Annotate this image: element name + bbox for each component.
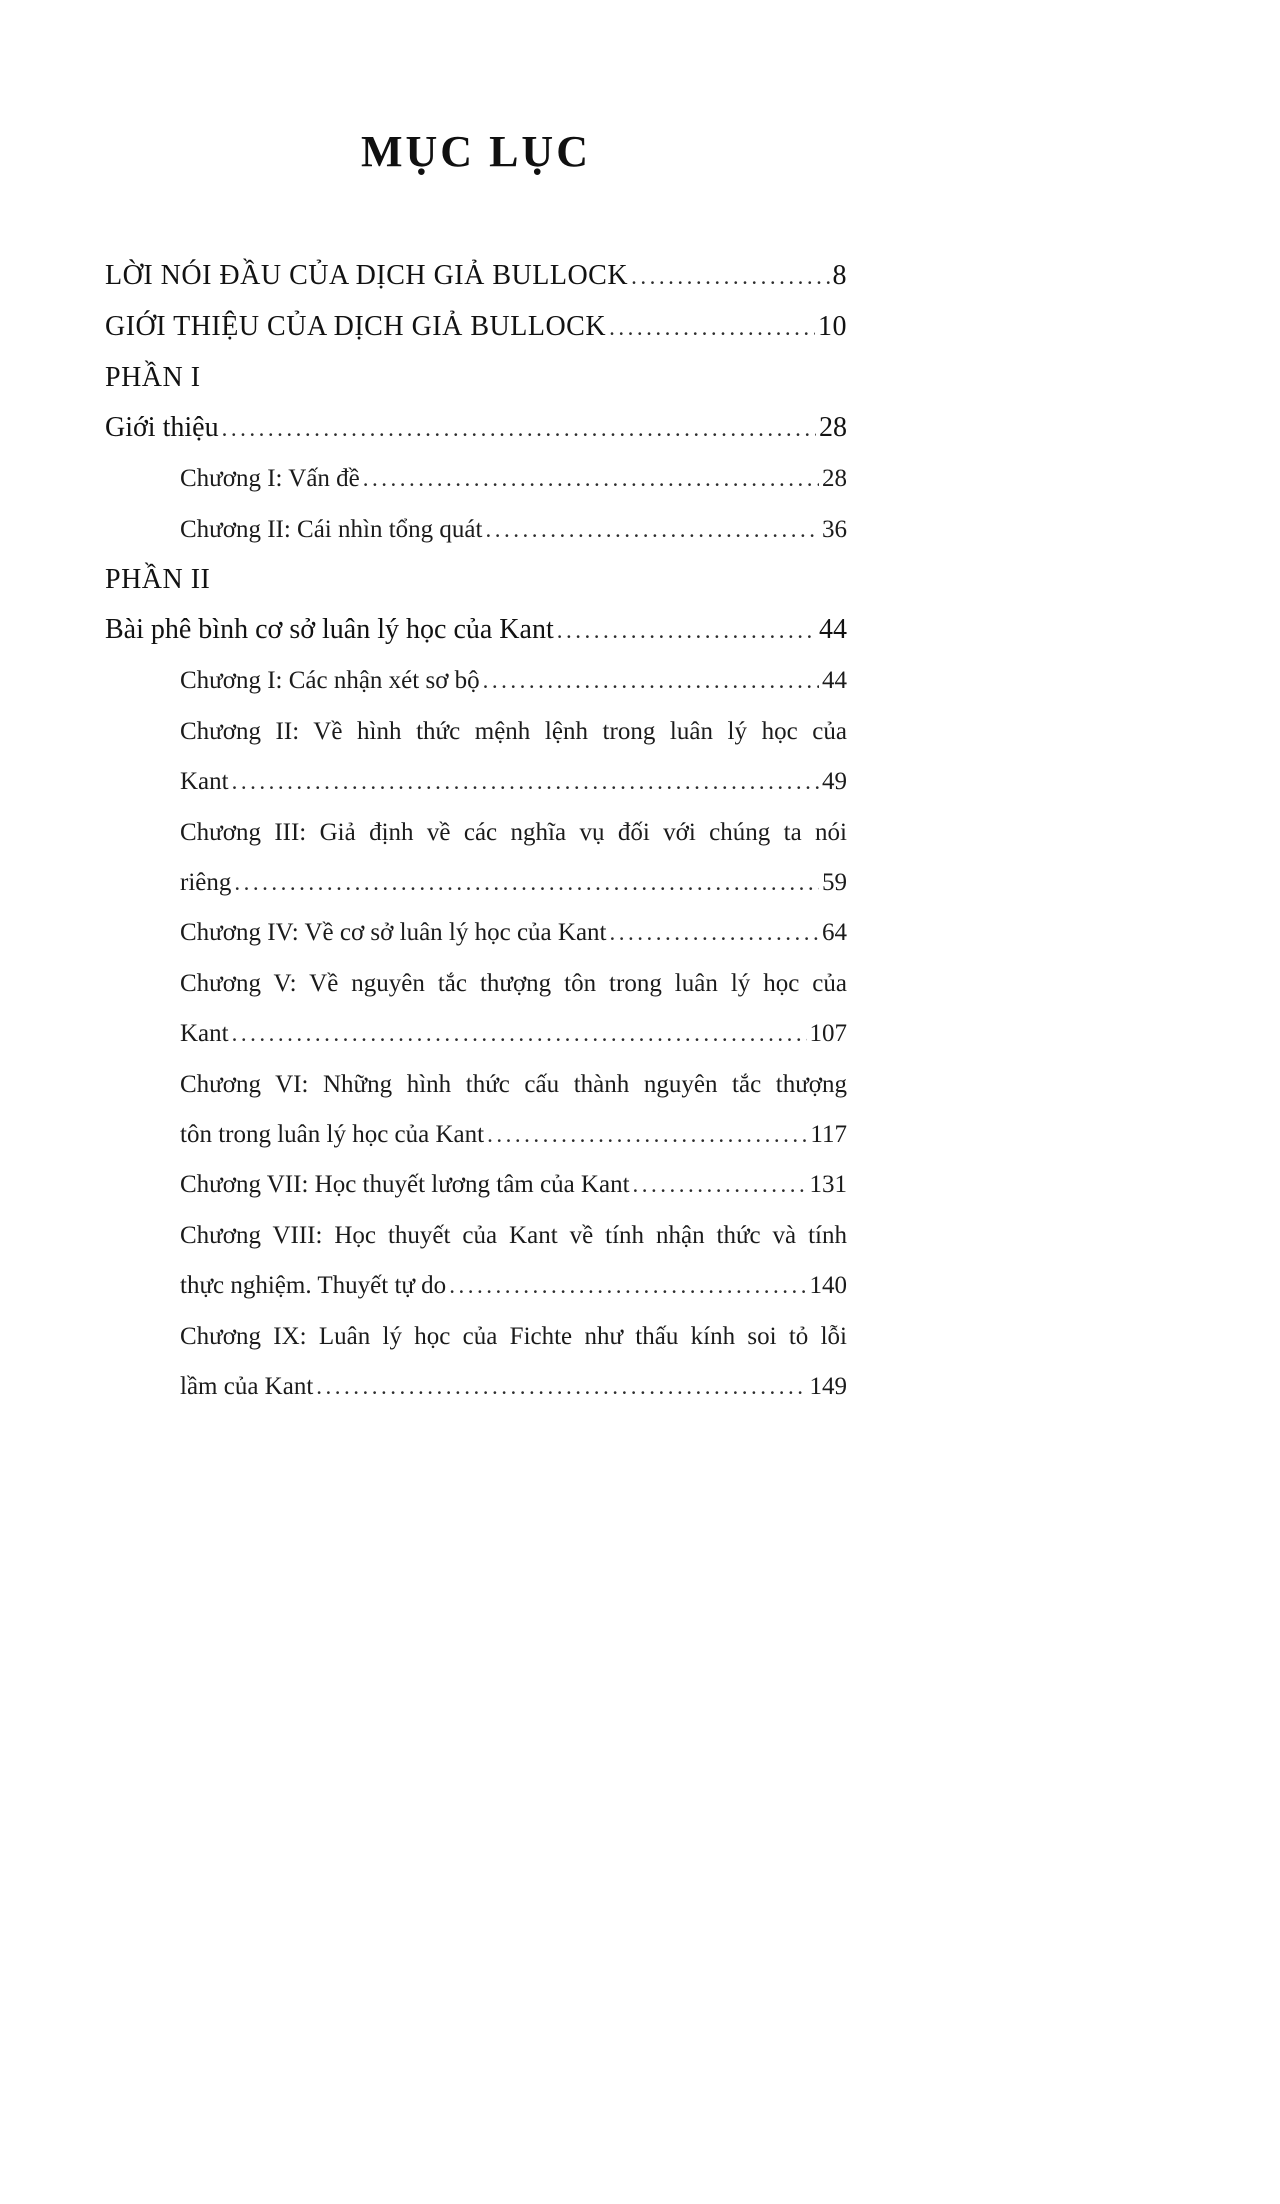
dot-leader bbox=[631, 251, 829, 302]
toc-row bbox=[105, 959, 847, 1009]
page-title: MỤC LỤC bbox=[361, 127, 591, 176]
toc-row bbox=[105, 302, 847, 353]
toc-row bbox=[105, 1009, 847, 1059]
toc-row bbox=[105, 707, 847, 757]
toc-row bbox=[105, 908, 847, 958]
toc-row bbox=[105, 505, 847, 555]
toc-entry-text: tôn trong luân lý học của Kant bbox=[180, 1121, 485, 1149]
toc-page-number: 10 bbox=[818, 310, 847, 342]
toc-entry-text: lầm của Kant bbox=[180, 1373, 314, 1401]
toc-entry-text: Chương VIII: Học thuyết của Kant về tính nhận thức và tính bbox=[180, 1221, 847, 1249]
dot-leader bbox=[234, 858, 819, 908]
toc-row bbox=[105, 1110, 847, 1160]
toc-list bbox=[105, 251, 847, 1413]
toc-page-number: 28 bbox=[822, 465, 847, 493]
toc-row bbox=[105, 605, 847, 656]
toc-row bbox=[105, 1060, 847, 1110]
dot-leader bbox=[609, 302, 815, 353]
toc-entry-text: Bài phê bình cơ sở luân lý học của Kant bbox=[105, 614, 554, 646]
toc-page-number: 8 bbox=[832, 259, 847, 291]
toc-page-number: 149 bbox=[809, 1373, 847, 1401]
toc-entry-text: Chương VI: Những hình thức cấu thành nguyên tắc thượng bbox=[180, 1070, 847, 1098]
toc-page-number: 44 bbox=[819, 614, 847, 646]
dot-leader bbox=[610, 908, 819, 958]
toc-entry-text: Kant bbox=[180, 1020, 229, 1048]
toc-entry-text: Chương II: Cái nhìn tổng quát bbox=[180, 515, 483, 543]
toc-row bbox=[105, 403, 847, 454]
toc-entry-text: riêng bbox=[180, 869, 232, 897]
toc-page-number: 44 bbox=[822, 667, 847, 695]
toc-entry-text: Chương III: Giả định về các nghĩa vụ đối với chúng ta nói bbox=[180, 818, 847, 846]
toc-page-number: 36 bbox=[822, 515, 847, 543]
toc-row bbox=[105, 1261, 847, 1311]
dot-leader bbox=[485, 505, 819, 555]
dot-leader bbox=[363, 454, 819, 504]
toc-row bbox=[105, 454, 847, 504]
toc-entry-text: PHẦN I bbox=[105, 361, 201, 393]
toc-row bbox=[105, 808, 847, 858]
toc-entry-text: Chương VII: Học thuyết lương tâm của Kant bbox=[180, 1171, 630, 1199]
toc-entry-text: GIỚI THIỆU CỦA DỊCH GIẢ BULLOCK bbox=[105, 310, 607, 342]
toc-row bbox=[105, 1160, 847, 1210]
toc-entry-text: Chương V: Về nguyên tắc thượng tôn trong luân lý học của bbox=[180, 969, 847, 997]
dot-leader bbox=[487, 1110, 807, 1160]
toc-entry-text: Chương IV: Về cơ sở luân lý học của Kant bbox=[180, 919, 607, 947]
toc-row bbox=[105, 1211, 847, 1261]
toc-page-number: 117 bbox=[810, 1121, 847, 1149]
toc-page-number: 64 bbox=[822, 919, 847, 947]
toc-entry-text: Chương II: Về hình thức mệnh lệnh trong luân lý học của bbox=[180, 717, 847, 745]
toc-entry-text: Kant bbox=[180, 768, 229, 796]
toc-row bbox=[105, 251, 847, 302]
toc-entry-text: Giới thiệu bbox=[105, 412, 219, 444]
dot-leader bbox=[633, 1160, 807, 1210]
dot-leader bbox=[232, 1009, 807, 1059]
toc-content bbox=[105, 0, 847, 1413]
dot-leader bbox=[316, 1362, 806, 1412]
toc-entry-text: thực nghiệm. Thuyết tự do bbox=[180, 1272, 447, 1300]
toc-entry-text: Chương I: Các nhận xét sơ bộ bbox=[180, 667, 480, 695]
toc-page-number: 49 bbox=[822, 768, 847, 796]
dot-leader bbox=[557, 605, 816, 656]
toc-entry-text: PHẦN II bbox=[105, 564, 211, 596]
dot-leader bbox=[232, 757, 819, 807]
toc-row bbox=[105, 1312, 847, 1362]
dot-leader bbox=[222, 403, 816, 454]
toc-row bbox=[105, 1362, 847, 1412]
dot-leader bbox=[449, 1261, 806, 1311]
toc-page-number: 140 bbox=[809, 1272, 847, 1300]
toc-page-number: 59 bbox=[822, 869, 847, 897]
toc-row bbox=[105, 353, 847, 403]
dot-leader bbox=[483, 656, 819, 706]
toc-page-number: 107 bbox=[809, 1020, 847, 1048]
toc-row bbox=[105, 555, 847, 605]
toc-row bbox=[105, 757, 847, 807]
toc-page-number: 131 bbox=[809, 1171, 847, 1199]
toc-entry-text: LỜI NÓI ĐẦU CỦA DỊCH GIẢ BULLOCK bbox=[105, 259, 629, 291]
toc-row bbox=[105, 858, 847, 908]
toc-entry-text: Chương IX: Luân lý học của Fichte như thấu kính soi tỏ lỗi bbox=[180, 1322, 847, 1350]
toc-entry-text: Chương I: Vấn đề bbox=[180, 465, 360, 493]
toc-page-number: 28 bbox=[819, 412, 847, 444]
toc-row bbox=[105, 656, 847, 706]
